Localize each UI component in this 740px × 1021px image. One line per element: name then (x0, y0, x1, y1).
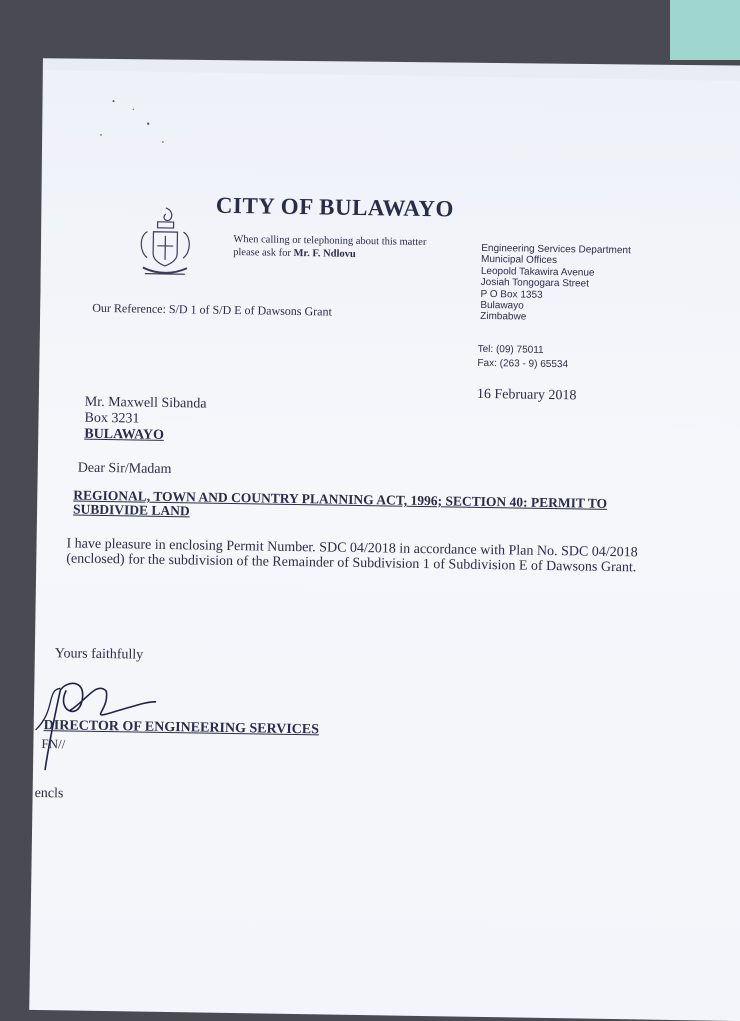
calling-line-2 (233, 246, 463, 263)
dept-line: Municipal Offices (481, 254, 631, 268)
fax-number: Fax: (263 - 9) 65534 (477, 357, 568, 372)
dept-line: P O Box 1353 (480, 289, 630, 303)
dept-line: Zimbabwe (480, 311, 630, 325)
subject-line: REGIONAL, TOWN AND COUNTRY PLANNING ACT, 1996; SECTION 40: PERMIT TO SUBDIVIDE LAND (73, 489, 653, 526)
closing: Yours faithfully (55, 646, 144, 663)
contact-numbers (477, 343, 568, 372)
our-reference: Our Reference: S/D 1 of S/D E of Dawsons Grant (92, 301, 332, 320)
department-address (480, 243, 631, 325)
recipient-city: BULAWAYO (84, 427, 206, 445)
recipient-box: Box 3231 (84, 411, 206, 429)
recipient-name: Mr. Maxwell Sibanda (85, 395, 207, 413)
enclosures-note: encls (35, 786, 64, 802)
dept-line: Bulawayo (480, 300, 630, 314)
dept-line: Engineering Services Department (481, 243, 631, 257)
paper-specks (92, 91, 193, 173)
calling-instructions (233, 233, 463, 263)
letterhead-title: CITY OF BULAWAYO (216, 193, 454, 223)
letter-date: 16 February 2018 (477, 387, 577, 405)
city-crest-logo (133, 203, 198, 286)
dept-line: Josiah Tongogara Street (481, 277, 631, 291)
salutation: Dear Sir/Madam (78, 461, 172, 478)
body-paragraph: I have pleasure in enclosing Permit Number. SDC 04/2018 in accordance with Plan No. SDC 04/2018 (enclosed) for the subdivision of the Remainder of Subdivision 1 of Subdivision E of Dawsons Grant. (66, 536, 646, 575)
recipient-address (84, 395, 206, 445)
background-corner (670, 0, 740, 60)
contact-name: Mr. F. Ndlovu (293, 248, 355, 260)
calling-line-1: When calling or telephoning about this matter (233, 233, 463, 250)
calling-line-2-prefix: please ask for (233, 247, 291, 259)
dept-line: Leopold Takawira Avenue (481, 266, 631, 280)
letter-page (29, 70, 740, 1021)
signatory-initials: FN// (41, 736, 65, 752)
signatory-title: DIRECTOR OF ENGINEERING SERVICES (44, 718, 320, 738)
tel-number: Tel: (09) 75011 (478, 343, 569, 358)
